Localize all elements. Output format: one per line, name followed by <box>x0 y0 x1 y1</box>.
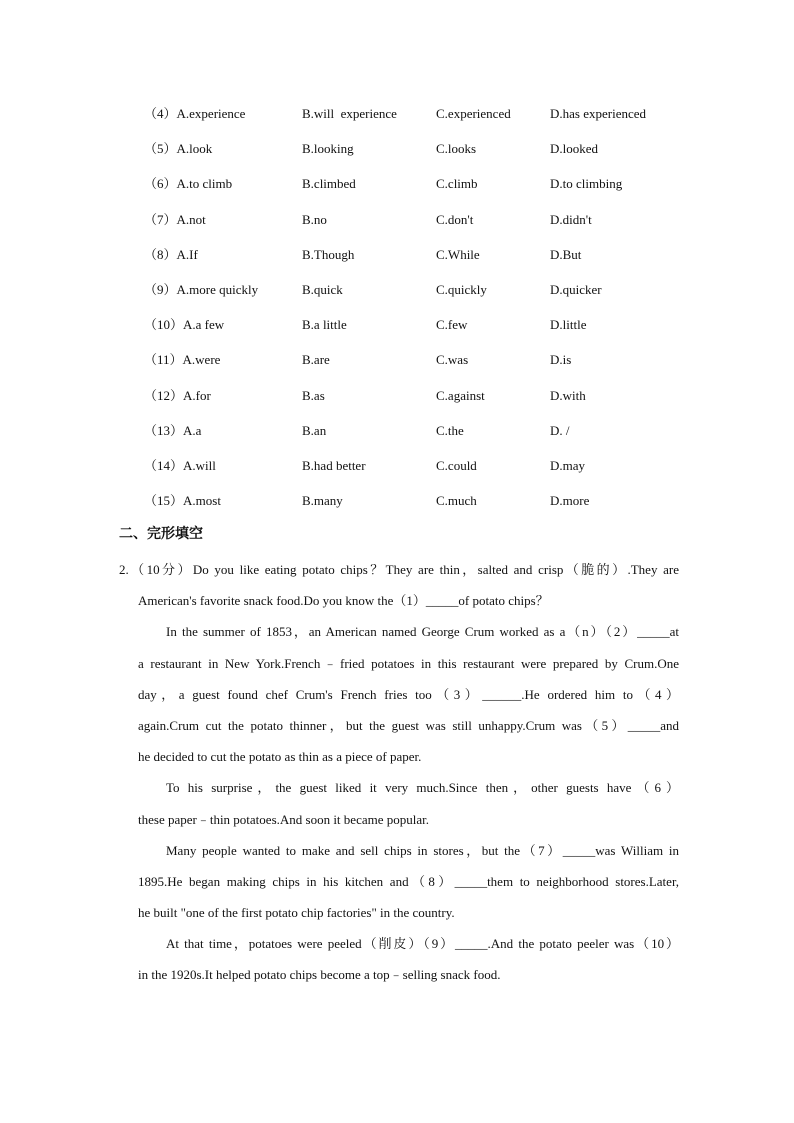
option-a-text: A.look <box>176 141 213 157</box>
question-number: （15） <box>144 493 184 509</box>
option-row <box>144 455 704 490</box>
option-d: D.may <box>550 457 586 473</box>
option-c: C.was <box>436 352 469 368</box>
option-c: C.climb <box>436 176 478 192</box>
option-c: C.much <box>436 493 477 509</box>
option-a-text: A.experience <box>176 106 246 121</box>
option-c: C.experienced <box>436 106 511 121</box>
option-row <box>144 385 704 420</box>
passage-line: At that time，potatoes were peeled（削皮）（9）_____.And the potato peeler was（10） <box>166 936 679 952</box>
option-a <box>144 385 211 407</box>
passage-line: in the 1920s.It helped potato chips become a top﹣selling snack food. <box>138 967 501 983</box>
option-d: D.has experienced <box>550 106 647 121</box>
question-number: （6） <box>144 176 177 192</box>
option-c: C.don't <box>436 211 474 227</box>
option-a-text: A.If <box>176 246 198 262</box>
option-a <box>144 349 220 371</box>
section-title: 二、完形填空 <box>119 526 203 542</box>
option-d: D.quicker <box>550 281 602 297</box>
question-number: （9） <box>144 281 177 297</box>
option-d: D.looked <box>550 141 599 157</box>
answer-options <box>144 103 704 525</box>
option-b: B.as <box>302 387 325 403</box>
question-number: （8） <box>144 246 177 262</box>
passage-line: a restaurant in New York.French﹣fried potatoes in this restaurant were prepared by Crum.One <box>138 655 679 671</box>
option-b: B.an <box>302 422 327 438</box>
passage-line: Many people wanted to make and sell chips in stores，but the（7）_____was William in <box>166 842 679 858</box>
cloze-passage <box>119 554 679 991</box>
option-b: B.quick <box>302 281 343 297</box>
option-a <box>144 209 206 231</box>
option-d: D.But <box>550 246 582 262</box>
option-row <box>144 244 704 279</box>
passage-line: 1895.He began making chips in his kitchen and（8）_____them to neighborhood stores.Later, <box>138 873 679 889</box>
question-number: （12） <box>144 387 184 403</box>
passage-line: again.Crum cut the potato thinner，but the guest was still unhappy.Crum was（5）_____and <box>138 717 679 733</box>
option-b: B.Though <box>302 246 355 262</box>
option-row <box>144 209 704 244</box>
option-a-text: A.for <box>183 387 211 403</box>
passage-line: day，a guest found chef Crum's French fries too（3）______.He ordered him to（4） <box>138 686 679 702</box>
option-row <box>144 138 704 173</box>
question-number: （14） <box>144 457 184 473</box>
option-a-text: A.a few <box>183 317 225 333</box>
option-a <box>144 103 245 125</box>
question-number: （7） <box>144 211 177 227</box>
question-number: （13） <box>144 422 184 438</box>
option-row <box>144 349 704 384</box>
passage-line: To his surprise，the guest liked it very much.Since then，other guests have（6） <box>166 780 679 796</box>
option-d: D.is <box>550 352 572 368</box>
passage-line: he decided to cut the potato as thin as a piece of paper. <box>138 749 422 765</box>
option-row <box>144 314 704 349</box>
option-d: D.with <box>550 387 586 403</box>
option-row <box>144 490 704 525</box>
option-a <box>144 279 258 301</box>
option-a-text: A.will <box>183 457 216 473</box>
option-b: B.many <box>302 493 343 509</box>
option-d: D.more <box>550 493 590 509</box>
option-a-text: A.a <box>183 422 202 438</box>
option-c: C.few <box>436 317 468 333</box>
option-a <box>144 314 224 336</box>
passage-line: he built "one of the first potato chip factories" in the country. <box>138 905 455 921</box>
option-a <box>144 420 201 442</box>
option-c: C.looks <box>436 141 477 157</box>
option-a <box>144 490 221 512</box>
passage-line: In the summer of 1853，an American named George Crum worked as a（n）（2）_____at <box>166 624 679 640</box>
option-b: B.will experience <box>302 106 397 121</box>
option-b: B.no <box>302 211 327 227</box>
question-number: （5） <box>144 141 177 157</box>
option-a <box>144 244 198 266</box>
option-a-text: A.most <box>183 493 221 509</box>
option-d: D. / <box>550 422 570 438</box>
option-a-text: A.to climb <box>176 176 233 192</box>
question-number: （11） <box>144 352 183 368</box>
option-row <box>144 173 704 208</box>
option-d: D.to climbing <box>550 176 623 192</box>
option-a-text: A.more quickly <box>176 281 259 297</box>
option-d: D.didn't <box>550 211 592 227</box>
option-c: C.could <box>436 457 477 473</box>
option-b: B.looking <box>302 141 354 157</box>
option-b: B.are <box>302 352 330 368</box>
question-number: （4） <box>144 106 177 121</box>
option-c: C.the <box>436 422 464 438</box>
option-b: B.a little <box>302 317 347 333</box>
passage-line: American's favorite snack food.Do you know the（1）_____of potato chips？ <box>138 593 549 609</box>
passage-line: 2.（10分）Do you like eating potato chips？They are thin，salted and crisp（脆的）.They are <box>119 562 679 577</box>
question-number: （10） <box>144 317 184 333</box>
option-row <box>144 103 704 138</box>
option-row <box>144 279 704 314</box>
option-b: B.climbed <box>302 176 356 192</box>
option-a-text: A.not <box>176 211 206 227</box>
option-d: D.little <box>550 317 587 333</box>
option-c: C.While <box>436 246 480 262</box>
option-row <box>144 420 704 455</box>
option-b: B.had better <box>302 457 366 473</box>
option-a-text: A.were <box>182 352 221 368</box>
option-a <box>144 173 232 195</box>
option-a <box>144 138 212 160</box>
option-c: C.against <box>436 387 485 403</box>
option-a <box>144 455 216 477</box>
passage-line: these paper﹣thin potatoes.And soon it became popular. <box>138 811 429 827</box>
option-c: C.quickly <box>436 281 487 297</box>
